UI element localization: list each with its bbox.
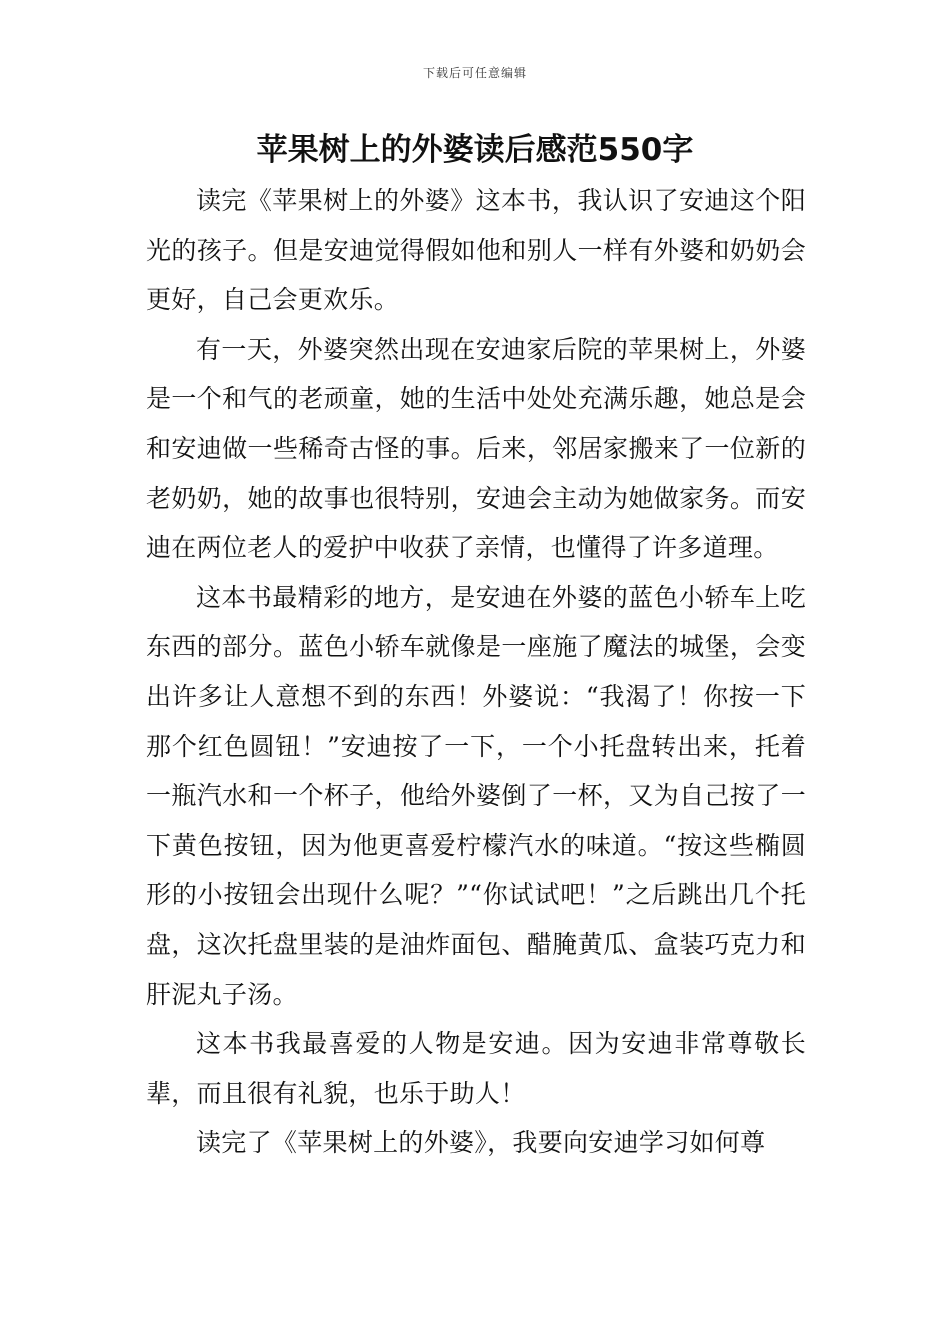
paragraph: 这本书最精彩的地方，是安迪在外婆的蓝色小轿车上吃东西的部分。蓝色小轿车就像是一座施了魔法的城堡，会变出许多让人意想不到的东西！外婆说：“我渴了！你按一下那个红色圆钮！”安迪按了一下，一个小托盘转出来，托着一瓶汽水和一个杯子，他给外婆倒了一杯，又为自己按了一下黄色按钮，因为他更喜爱柠檬汽水的味道。“按这些椭圆形的小按钮会出现什么呢？”“你试试吧！”之后跳出几个托盘，这次托盘里装的是油炸面包、醋腌黄瓜、盒装巧克力和肝泥丸子汤。 <box>146 582 806 1009</box>
page-title: 苹果树上的外婆读后感范550字 <box>256 132 694 168</box>
paragraph: 读完了《苹果树上的外婆》，我要向安迪学习如何尊 <box>196 1128 766 1158</box>
paragraph: 有一天，外婆突然出现在安迪家后院的苹果树上，外婆是一个和气的老顽童，她的生活中处处充满乐趣，她总是会和安迪做一些稀奇古怪的事。后来，邻居家搬来了一位新的老奶奶，她的故事也很特别，安迪会主动为她做家务。而安迪在两位老人的爱护中收获了亲情，也懂得了许多道理。 <box>146 334 806 563</box>
header-note: 下载后可任意编辑 <box>422 66 527 80</box>
document-body <box>146 176 806 1168</box>
paragraph: 这本书我最喜爱的人物是安迪。因为安迪非常尊敬长辈，而且很有礼貌，也乐于助人！ <box>146 1029 806 1108</box>
paragraph: 读完《苹果树上的外婆》这本书，我认识了安迪这个阳光的孩子。但是安迪觉得假如他和别人一样有外婆和奶奶会更好，自己会更欢乐。 <box>146 186 806 315</box>
